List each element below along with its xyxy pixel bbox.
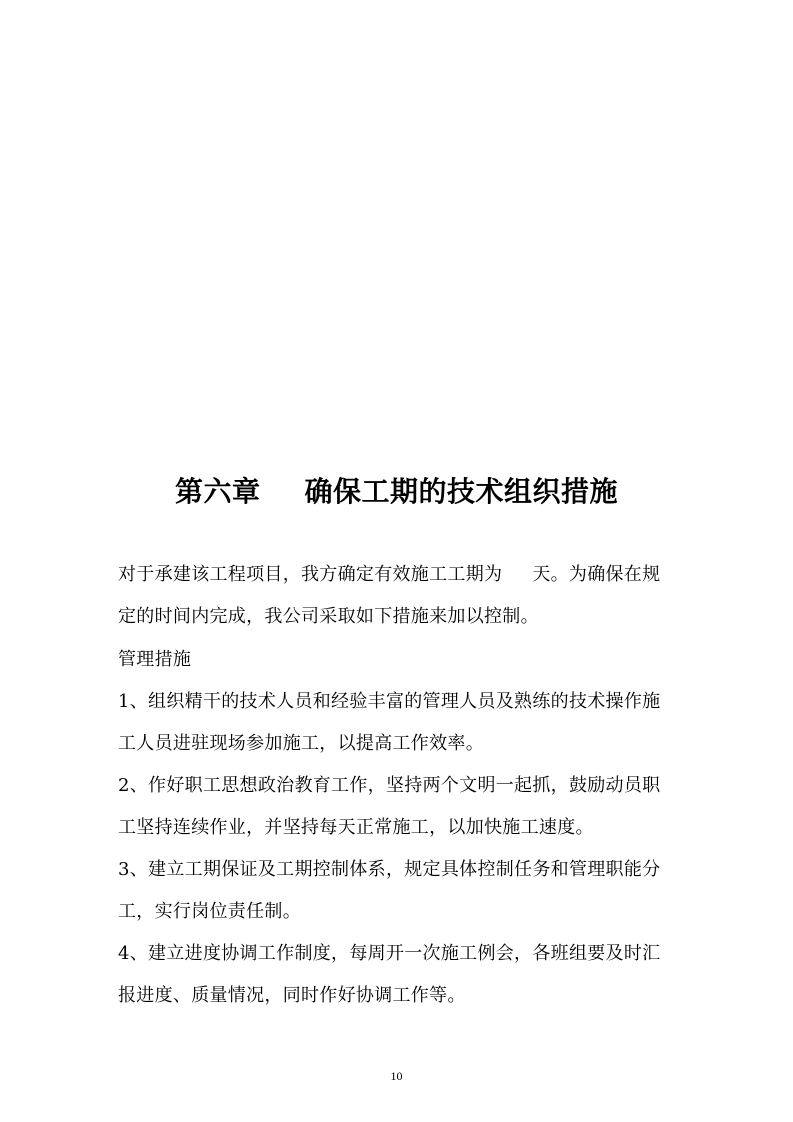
item-2-line-1: 2、作好职工思想政治教育工作，坚持两个文明一起抓，鼓励动员职 — [118, 775, 661, 796]
item-4-line-1: 4、建立进度协调工作制度，每周开一次施工例会，各班组要及时汇 — [118, 943, 661, 964]
chapter-heading: 确保工期的技术组织措施 — [304, 475, 619, 508]
intro-line-1 — [118, 561, 678, 589]
item-2-line-2: 工坚持连续作业，并坚持每天正常施工，以加快施工速度。 — [118, 817, 594, 838]
item-4-line-2: 报进度、质量情况，同时作好协调工作等。 — [118, 985, 466, 1006]
intro-text-before-gap: 对于承建该工程项目，我方确定有效施工工期为 — [118, 564, 503, 585]
intro-text-after-gap: 天。为确保在规 — [532, 564, 661, 585]
item-3-line-2: 工，实行岗位责任制。 — [118, 901, 301, 922]
item-3-line-1: 3、建立工期保证及工期控制体系，规定具体控制任务和管理职能分 — [118, 859, 661, 880]
chapter-number: 第六章 — [174, 475, 261, 508]
section-heading: 管理措施 — [118, 649, 192, 670]
page-number: 10 — [390, 1069, 403, 1083]
chapter-title — [0, 472, 793, 512]
item-1-line-1: 1、组织精干的技术人员和经验丰富的管理人员及熟练的技术操作施 — [118, 691, 661, 712]
intro-line-2: 定的时间内完成，我公司采取如下措施来加以控制。 — [118, 606, 539, 627]
item-1-line-2: 工人员进驻现场参加施工，以提高工作效率。 — [118, 733, 484, 754]
